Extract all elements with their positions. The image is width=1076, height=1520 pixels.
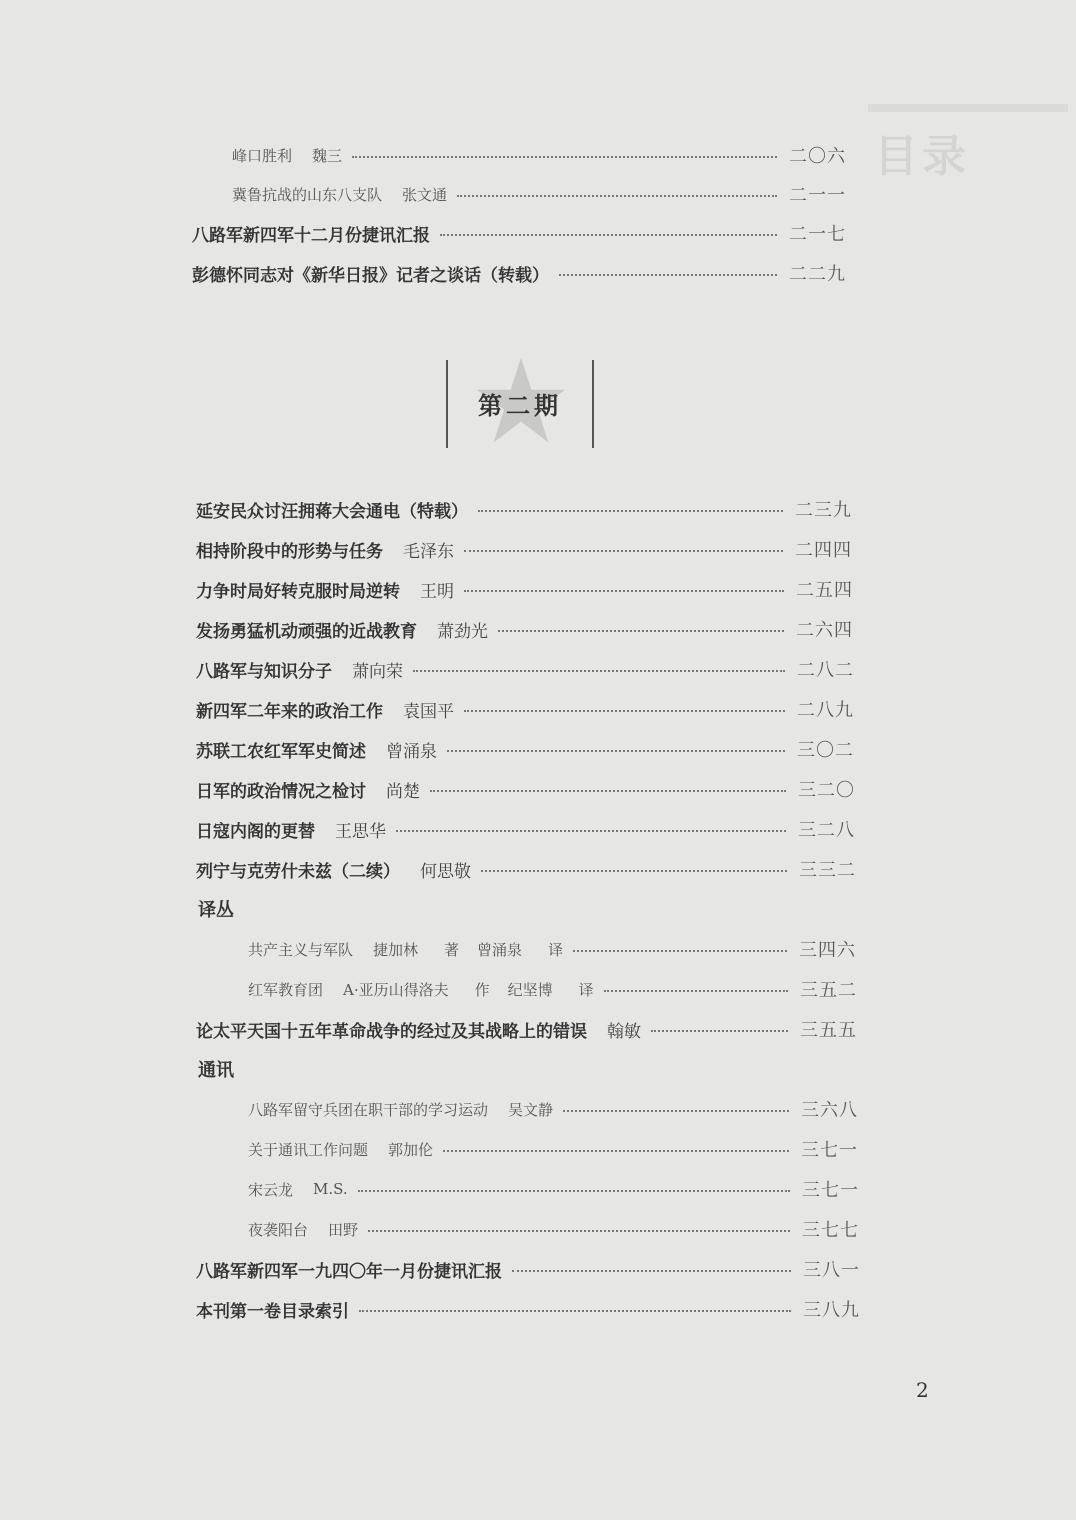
toc-entry	[196, 614, 853, 644]
entry-page: 二六四	[796, 620, 853, 641]
leader-dots	[478, 510, 783, 512]
entry-author: 袁国平	[403, 701, 454, 722]
entry-title: 冀鲁抗战的山东八支队	[232, 185, 383, 204]
entry-title: 力争时局好转克服时局逆转	[196, 581, 400, 602]
entry-author: 郭加伦	[388, 1140, 434, 1159]
entry-title: 论太平天国十五年革命战争的经过及其战略上的错误	[196, 1021, 587, 1042]
entry-role: 著	[444, 940, 460, 959]
toc-entry	[248, 974, 857, 1004]
entry-page: 三八一	[803, 1260, 860, 1281]
entry-page: 三七七	[802, 1220, 859, 1241]
entry-page: 二四四	[795, 540, 852, 561]
corner-label: 目录	[874, 131, 970, 182]
entry-author: 毛泽东	[403, 541, 454, 562]
page-number: 2	[916, 1378, 929, 1402]
leader-dots	[368, 1230, 790, 1232]
entry-page: 三八九	[803, 1300, 860, 1321]
entry-page: 二一七	[789, 224, 846, 245]
entry-author: 何思敬	[420, 861, 471, 882]
leader-dots	[559, 274, 777, 276]
issue-label: 第二期	[478, 391, 562, 420]
leader-dots	[573, 950, 787, 952]
leader-dots	[604, 990, 788, 992]
entry-author: 尚楚	[386, 781, 420, 802]
entry-author: 魏三	[312, 146, 343, 165]
leader-dots	[413, 670, 785, 672]
entry-page: 三四六	[799, 940, 856, 961]
entry-author: 捷加林	[373, 940, 419, 959]
entry-title: 八路军新四军一九四〇年一月份捷讯汇报	[196, 1261, 502, 1282]
entry-title: 列宁与克劳什未兹（二续）	[196, 861, 400, 882]
section-heading	[198, 1054, 234, 1084]
entry-page: 三二〇	[798, 780, 855, 801]
toc-entry	[192, 258, 846, 288]
entry-title: 译丛	[198, 900, 234, 921]
entry-author: 王思华	[335, 821, 386, 842]
entry-role: 作	[474, 980, 490, 999]
entry-author: 田野	[328, 1220, 359, 1239]
entry-title: 红军教育团	[248, 980, 324, 999]
entry-author: 王明	[420, 581, 454, 602]
toc-entry	[248, 1214, 859, 1244]
leader-dots	[512, 1270, 791, 1272]
toc-entry	[196, 534, 852, 564]
toc-entry	[232, 140, 846, 170]
entry-author: 萧劲光	[437, 621, 488, 642]
toc-entry	[196, 734, 854, 764]
leader-dots	[352, 156, 777, 158]
entry-author: 萧向荣	[352, 661, 403, 682]
toc-entry	[192, 218, 846, 248]
entry-title: 通讯	[198, 1060, 234, 1081]
toc-entry	[196, 574, 853, 604]
entry-title: 宋云龙	[248, 1180, 294, 1199]
leader-dots	[440, 234, 777, 236]
leader-dots	[481, 870, 787, 872]
entry-author: A·亚历山得洛夫	[343, 980, 449, 999]
leader-dots	[430, 790, 786, 792]
leader-dots	[447, 750, 785, 752]
entry-page: 二八二	[797, 660, 854, 681]
entry-title: 八路军新四军十二月份捷讯汇报	[192, 225, 430, 246]
toc-entry	[248, 1174, 859, 1204]
leader-dots	[464, 590, 784, 592]
entry-translator: 纪坚博	[507, 980, 553, 999]
entry-title: 夜袭阳台	[248, 1220, 309, 1239]
leader-dots	[464, 710, 785, 712]
entry-title: 关于通讯工作问题	[248, 1140, 369, 1159]
entry-title: 本刊第一卷目录索引	[196, 1301, 349, 1322]
entry-page: 二八九	[797, 700, 854, 721]
toc-entry	[248, 934, 856, 964]
toc-entry	[196, 774, 855, 804]
entry-page: 三二八	[798, 820, 855, 841]
leader-dots	[464, 550, 783, 552]
entry-page: 二二九	[789, 264, 846, 285]
leader-dots	[396, 830, 786, 832]
issue-heading	[446, 354, 594, 448]
leader-dots	[443, 1150, 789, 1152]
entry-page: 三三二	[799, 860, 856, 881]
entry-title: 八路军与知识分子	[196, 661, 332, 682]
entry-page: 三五二	[800, 980, 857, 1001]
corner-mark	[868, 104, 1068, 184]
entry-page: 二〇六	[789, 146, 846, 167]
entry-page: 三〇二	[797, 740, 854, 761]
entry-author: 张文通	[402, 185, 448, 204]
entry-title: 相持阶段中的形势与任务	[196, 541, 383, 562]
entry-page: 二五四	[796, 580, 853, 601]
entry-translator: 曾涌泉	[477, 940, 523, 959]
toc-entry	[196, 494, 852, 524]
entry-page: 三七一	[802, 1180, 859, 1201]
entry-title: 彭德怀同志对《新华日报》记者之谈话（转载）	[192, 265, 549, 286]
entry-title: 延安民众讨汪拥蒋大会通电（特载）	[196, 501, 468, 522]
toc-entry	[196, 694, 854, 724]
entry-title: 发扬勇猛机动顽强的近战教育	[196, 621, 417, 642]
entry-author: 曾涌泉	[386, 741, 437, 762]
toc-entry	[232, 179, 846, 209]
leader-dots	[358, 1190, 790, 1192]
entry-author: M.S.	[313, 1180, 348, 1198]
toc-entry	[196, 814, 855, 844]
leader-dots	[498, 630, 784, 632]
entry-page: 二一一	[789, 185, 846, 206]
toc-entry	[248, 1094, 858, 1124]
toc-entry	[196, 854, 856, 884]
toc-entry	[196, 1254, 860, 1284]
entry-page: 三五五	[800, 1020, 857, 1041]
leader-dots	[457, 195, 777, 197]
entry-title: 苏联工农红军军史简述	[196, 741, 366, 762]
entry-author: 吴文静	[508, 1100, 554, 1119]
entry-role: 译	[548, 940, 564, 959]
entry-title: 日军的政治情况之检讨	[196, 781, 366, 802]
entry-title: 八路军留守兵团在职干部的学习运动	[248, 1100, 489, 1119]
leader-dots	[651, 1030, 788, 1032]
section-heading	[198, 894, 234, 924]
entry-page: 三六八	[801, 1100, 858, 1121]
toc-entry	[196, 654, 854, 684]
entry-title: 峰口胜利	[232, 146, 293, 165]
corner-bar	[868, 104, 1068, 112]
toc-entry	[248, 1134, 858, 1164]
toc-entry	[196, 1014, 857, 1044]
entry-role: 译	[578, 980, 594, 999]
entry-page: 二三九	[795, 500, 852, 521]
toc-entry	[196, 1294, 860, 1324]
leader-dots	[359, 1310, 791, 1312]
entry-page: 三七一	[801, 1140, 858, 1161]
entry-title: 日寇内阁的更替	[196, 821, 315, 842]
entry-title: 共产主义与军队	[248, 940, 354, 959]
leader-dots	[563, 1110, 789, 1112]
entry-title: 新四军二年来的政治工作	[196, 701, 383, 722]
entry-author: 翰敏	[607, 1021, 641, 1042]
